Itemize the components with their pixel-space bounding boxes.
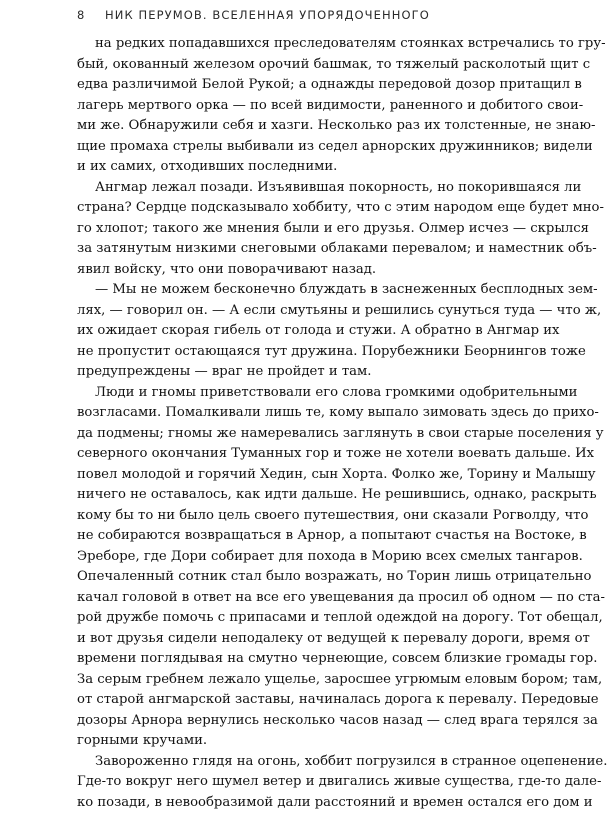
text-line: предупреждены — враг не пройдет и там. [77,362,524,383]
text-line: бый, окованный железом орочий башмак, то тяжелый расколотый щит с [77,55,524,76]
text-line: и вот друзья сидели неподалеку от ведущей к перевалу дороги, время от [77,629,524,650]
body-text [77,34,524,813]
text-line: Эреборе, где Дори собирает для похода в Морию всех смелых тангаров. [77,547,524,568]
text-line: явил войску, что они поворачивают назад. [77,260,524,281]
text-line: возгласами. Помалкивали лишь те, кому выпало зимовать здесь до прихо- [77,403,524,424]
text-line: лагерь мертвого орка — по всей видимости, раненного и добитого свои- [77,96,524,117]
text-line: времени поглядывая на смутно чернеющие, совсем близкие громады гор. [77,649,524,670]
text-line: За серым гребнем лежало ущелье, заросшее угрюмым еловым бором; там, [77,670,524,691]
paragraph [77,280,524,383]
paragraph [77,383,524,752]
running-head [77,6,430,24]
text-line: ничего не оставалось, как идти дальше. Не решившись, однако, раскрыть [77,485,524,506]
text-line: горными кручами. [77,731,524,752]
text-line: — Мы не можем бесконечно блуждать в заснеженных бесплодных зем- [77,280,524,301]
text-line: повел молодой и горячий Хедин, сын Хорта. Фолко же, Торину и Малышу [77,465,524,486]
text-line: северного окончания Туманных гор и тоже не хотели воевать дальше. Их [77,444,524,465]
text-line: Завороженно глядя на огонь, хоббит погрузился в странное оцепенение. [77,752,524,773]
text-line: рой дружбе помочь с припасами и теплой одеждой на дорогу. Тот обещал, [77,608,524,629]
text-line: ко позади, в невообразимой дали расстояний и времен остался его дом и [77,793,524,813]
text-line: за затянутым низкими снеговыми облаками перевалом; и наместник объ- [77,239,524,260]
paragraph [77,34,524,178]
text-line: Где-то вокруг него шумел ветер и двигались живые существа, где-то дале- [77,772,524,793]
text-line: на редких попадавшихся преследователям стоянках встречались то гру- [77,34,524,55]
text-line: и их самих, отходивших последними. [77,157,524,178]
paragraph [77,178,524,281]
paragraph [77,752,524,813]
text-line: от старой ангмарской заставы, начиналась дорога к перевалу. Передовые [77,690,524,711]
page-number: 8 [77,8,105,22]
text-line: щие промаха стрелы выбивали из седел арнорских дружинников; видели [77,137,524,158]
text-line: го хлопот; такого же мнения были и его друзья. Олмер исчез — скрылся [77,219,524,240]
text-line: лях, — говорил он. — А если смутьяны и решились сунуться туда — что ж, [77,301,524,322]
text-line: едва различимой Белой Рукой; а однажды передовой дозор притащил в [77,75,524,96]
text-line: их ожидает скорая гибель от голода и стужи. А обратно в Ангмар их [77,321,524,342]
text-line: качал головой в ответ на все его увещевания да просил об одном — по ста- [77,588,524,609]
text-line: ми же. Обнаружили себя и хазги. Несколько раз их толстенные, не знаю- [77,116,524,137]
text-line: да подмены; гномы же намеревались заглянуть в свои старые поселения у [77,424,524,445]
text-line: кому бы то ни было цель своего путешествия, они сказали Рогволду, что [77,506,524,527]
text-line: страна? Сердце подсказывало хоббиту, что с этим народом еще будет мно- [77,198,524,219]
text-line: Ангмар лежал позади. Изъявившая покорность, но покорившаяся ли [77,178,524,199]
text-line: Люди и гномы приветствовали его слова громкими одобрительными [77,383,524,404]
running-title: НИК ПЕРУМОВ. ВСЕЛЕННАЯ УПОРЯДОЧЕННОГО [105,8,430,22]
text-line: не собираются возвращаться в Арнор, а попытают счастья на Востоке, в [77,526,524,547]
text-line: дозоры Арнора вернулись несколько часов назад — след врага терялся за [77,711,524,732]
text-line: Опечаленный сотник стал было возражать, но Торин лишь отрицательно [77,567,524,588]
text-line: не пропустит остающаяся тут дружина. Порубежники Беорнингов тоже [77,342,524,363]
